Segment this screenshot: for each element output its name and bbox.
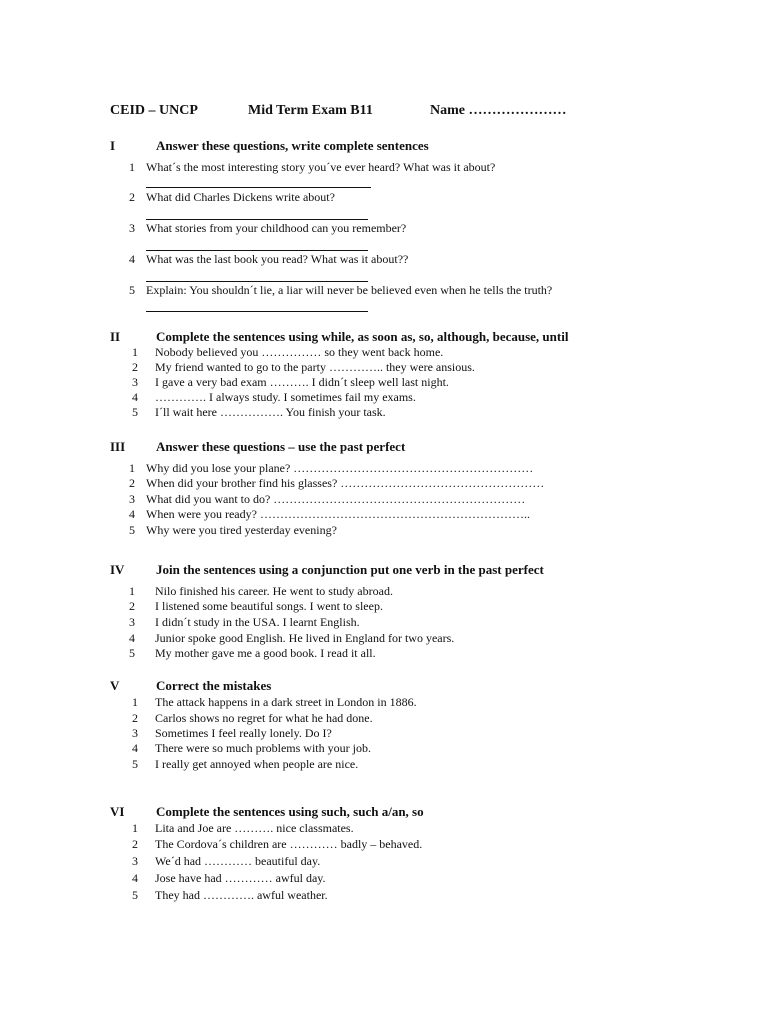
question-text: There were so much problems with your job. — [155, 741, 371, 755]
question-number: 4 — [129, 507, 135, 521]
question-number: 5 — [132, 405, 138, 419]
question-text: I listened some beautiful songs. I went to sleep. — [155, 599, 383, 613]
question-number: 1 — [132, 345, 138, 359]
section-numeral: VI — [110, 804, 125, 819]
institution-label: CEID – UNCP — [110, 103, 198, 118]
question-text: What stories from your childhood can you remember? — [146, 221, 407, 235]
question-text: Why did you lose your plane? …………………………………………………… — [146, 461, 534, 475]
question-text: They had …………. awful weather. — [155, 888, 328, 902]
section-numeral: V — [110, 678, 120, 693]
question-number: 3 — [132, 726, 138, 740]
section-numeral: III — [110, 439, 126, 454]
question-text: My friend wanted to go to the party ………….. they were ansious. — [155, 360, 475, 374]
answer-line[interactable] — [146, 250, 368, 251]
question-text: The Cordova´s children are ………… badly – behaved. — [155, 837, 423, 851]
question-text: Junior spoke good English. He lived in England for two years. — [155, 631, 455, 645]
question-number: 1 — [129, 160, 135, 174]
question-text: My mother gave me a good book. I read it all. — [155, 646, 376, 660]
question-text: The attack happens in a dark street in London in 1886. — [155, 695, 417, 709]
section-title: Join the sentences using a conjunction put one verb in the past perfect — [156, 562, 544, 577]
question-number: 3 — [132, 375, 138, 389]
exam-title: Mid Term Exam B11 — [248, 103, 373, 118]
question-number: 2 — [132, 360, 138, 374]
question-text: Carlos shows no regret for what he had done. — [155, 711, 373, 725]
question-number: 4 — [129, 252, 135, 266]
question-text: When were you ready? ………………………………………………………….. — [146, 507, 530, 521]
question-number: 5 — [129, 523, 135, 537]
question-number: 2 — [129, 190, 135, 204]
question-number: 2 — [132, 711, 138, 725]
question-number: 5 — [129, 646, 135, 660]
section-numeral: IV — [110, 562, 125, 577]
answer-line[interactable] — [146, 187, 371, 188]
question-number: 1 — [132, 695, 138, 709]
question-number: 2 — [129, 599, 135, 613]
section-title: Answer these questions – use the past perfect — [156, 439, 406, 454]
question-text: I really get annoyed when people are nice. — [155, 757, 359, 771]
question-number: 4 — [132, 390, 138, 404]
question-text: Sometimes I feel really lonely. Do I? — [155, 726, 332, 740]
question-number: 3 — [129, 221, 135, 235]
question-number: 5 — [132, 757, 138, 771]
section-title: Complete the sentences using while, as soon as, so, although, because, until — [156, 329, 569, 344]
question-text: I gave a very bad exam ………. I didn´t sleep well last night. — [155, 375, 449, 389]
answer-line[interactable] — [146, 281, 368, 282]
question-number: 1 — [132, 821, 138, 835]
question-text: We´d had ………… beautiful day. — [155, 854, 321, 868]
question-text: Jose have had ………… awful day. — [155, 871, 326, 885]
question-number: 5 — [132, 888, 138, 902]
section-title: Complete the sentences using such, such a/an, so — [156, 804, 424, 819]
question-text: What was the last book you read? What was it about?? — [146, 252, 409, 266]
question-number: 4 — [132, 741, 138, 755]
question-number: 3 — [129, 492, 135, 506]
question-text: What did Charles Dickens write about? — [146, 190, 335, 204]
question-number: 2 — [132, 837, 138, 851]
question-text: …………. I always study. I sometimes fail my exams. — [155, 390, 416, 404]
question-number: 3 — [132, 854, 138, 868]
question-text: When did your brother find his glasses? …………………………………………… — [146, 476, 545, 490]
question-number: 2 — [129, 476, 135, 490]
section-numeral: II — [110, 329, 121, 344]
question-text: I didn´t study in the USA. I learnt English. — [155, 615, 360, 629]
name-field-label: Name ………………… — [430, 103, 567, 118]
answer-line[interactable] — [146, 311, 368, 312]
question-text: Explain: You shouldn´t lie, a liar will never be believed even when he tells the truth? — [146, 283, 553, 297]
question-text: Nilo finished his career. He went to study abroad. — [155, 584, 393, 598]
question-text: What´s the most interesting story you´ve ever heard? What was it about? — [146, 160, 496, 174]
question-number: 3 — [129, 615, 135, 629]
question-text: Lita and Joe are ………. nice classmates. — [155, 821, 354, 835]
question-number: 1 — [129, 584, 135, 598]
section-title: Correct the mistakes — [156, 678, 272, 693]
section-title: Answer these questions, write complete sentences — [156, 138, 429, 153]
question-number: 5 — [129, 283, 135, 297]
question-text: Why were you tired yesterday evening? — [146, 523, 337, 537]
question-number: 4 — [129, 631, 135, 645]
question-text: What did you want to do? ……………………………………………………… — [146, 492, 526, 506]
section-numeral: I — [110, 138, 116, 153]
question-text: Nobody believed you …………… so they went back home. — [155, 345, 444, 359]
question-text: I´ll wait here ……………. You finish your task. — [155, 405, 386, 419]
question-number: 4 — [132, 871, 138, 885]
question-number: 1 — [129, 461, 135, 475]
answer-line[interactable] — [146, 219, 368, 220]
